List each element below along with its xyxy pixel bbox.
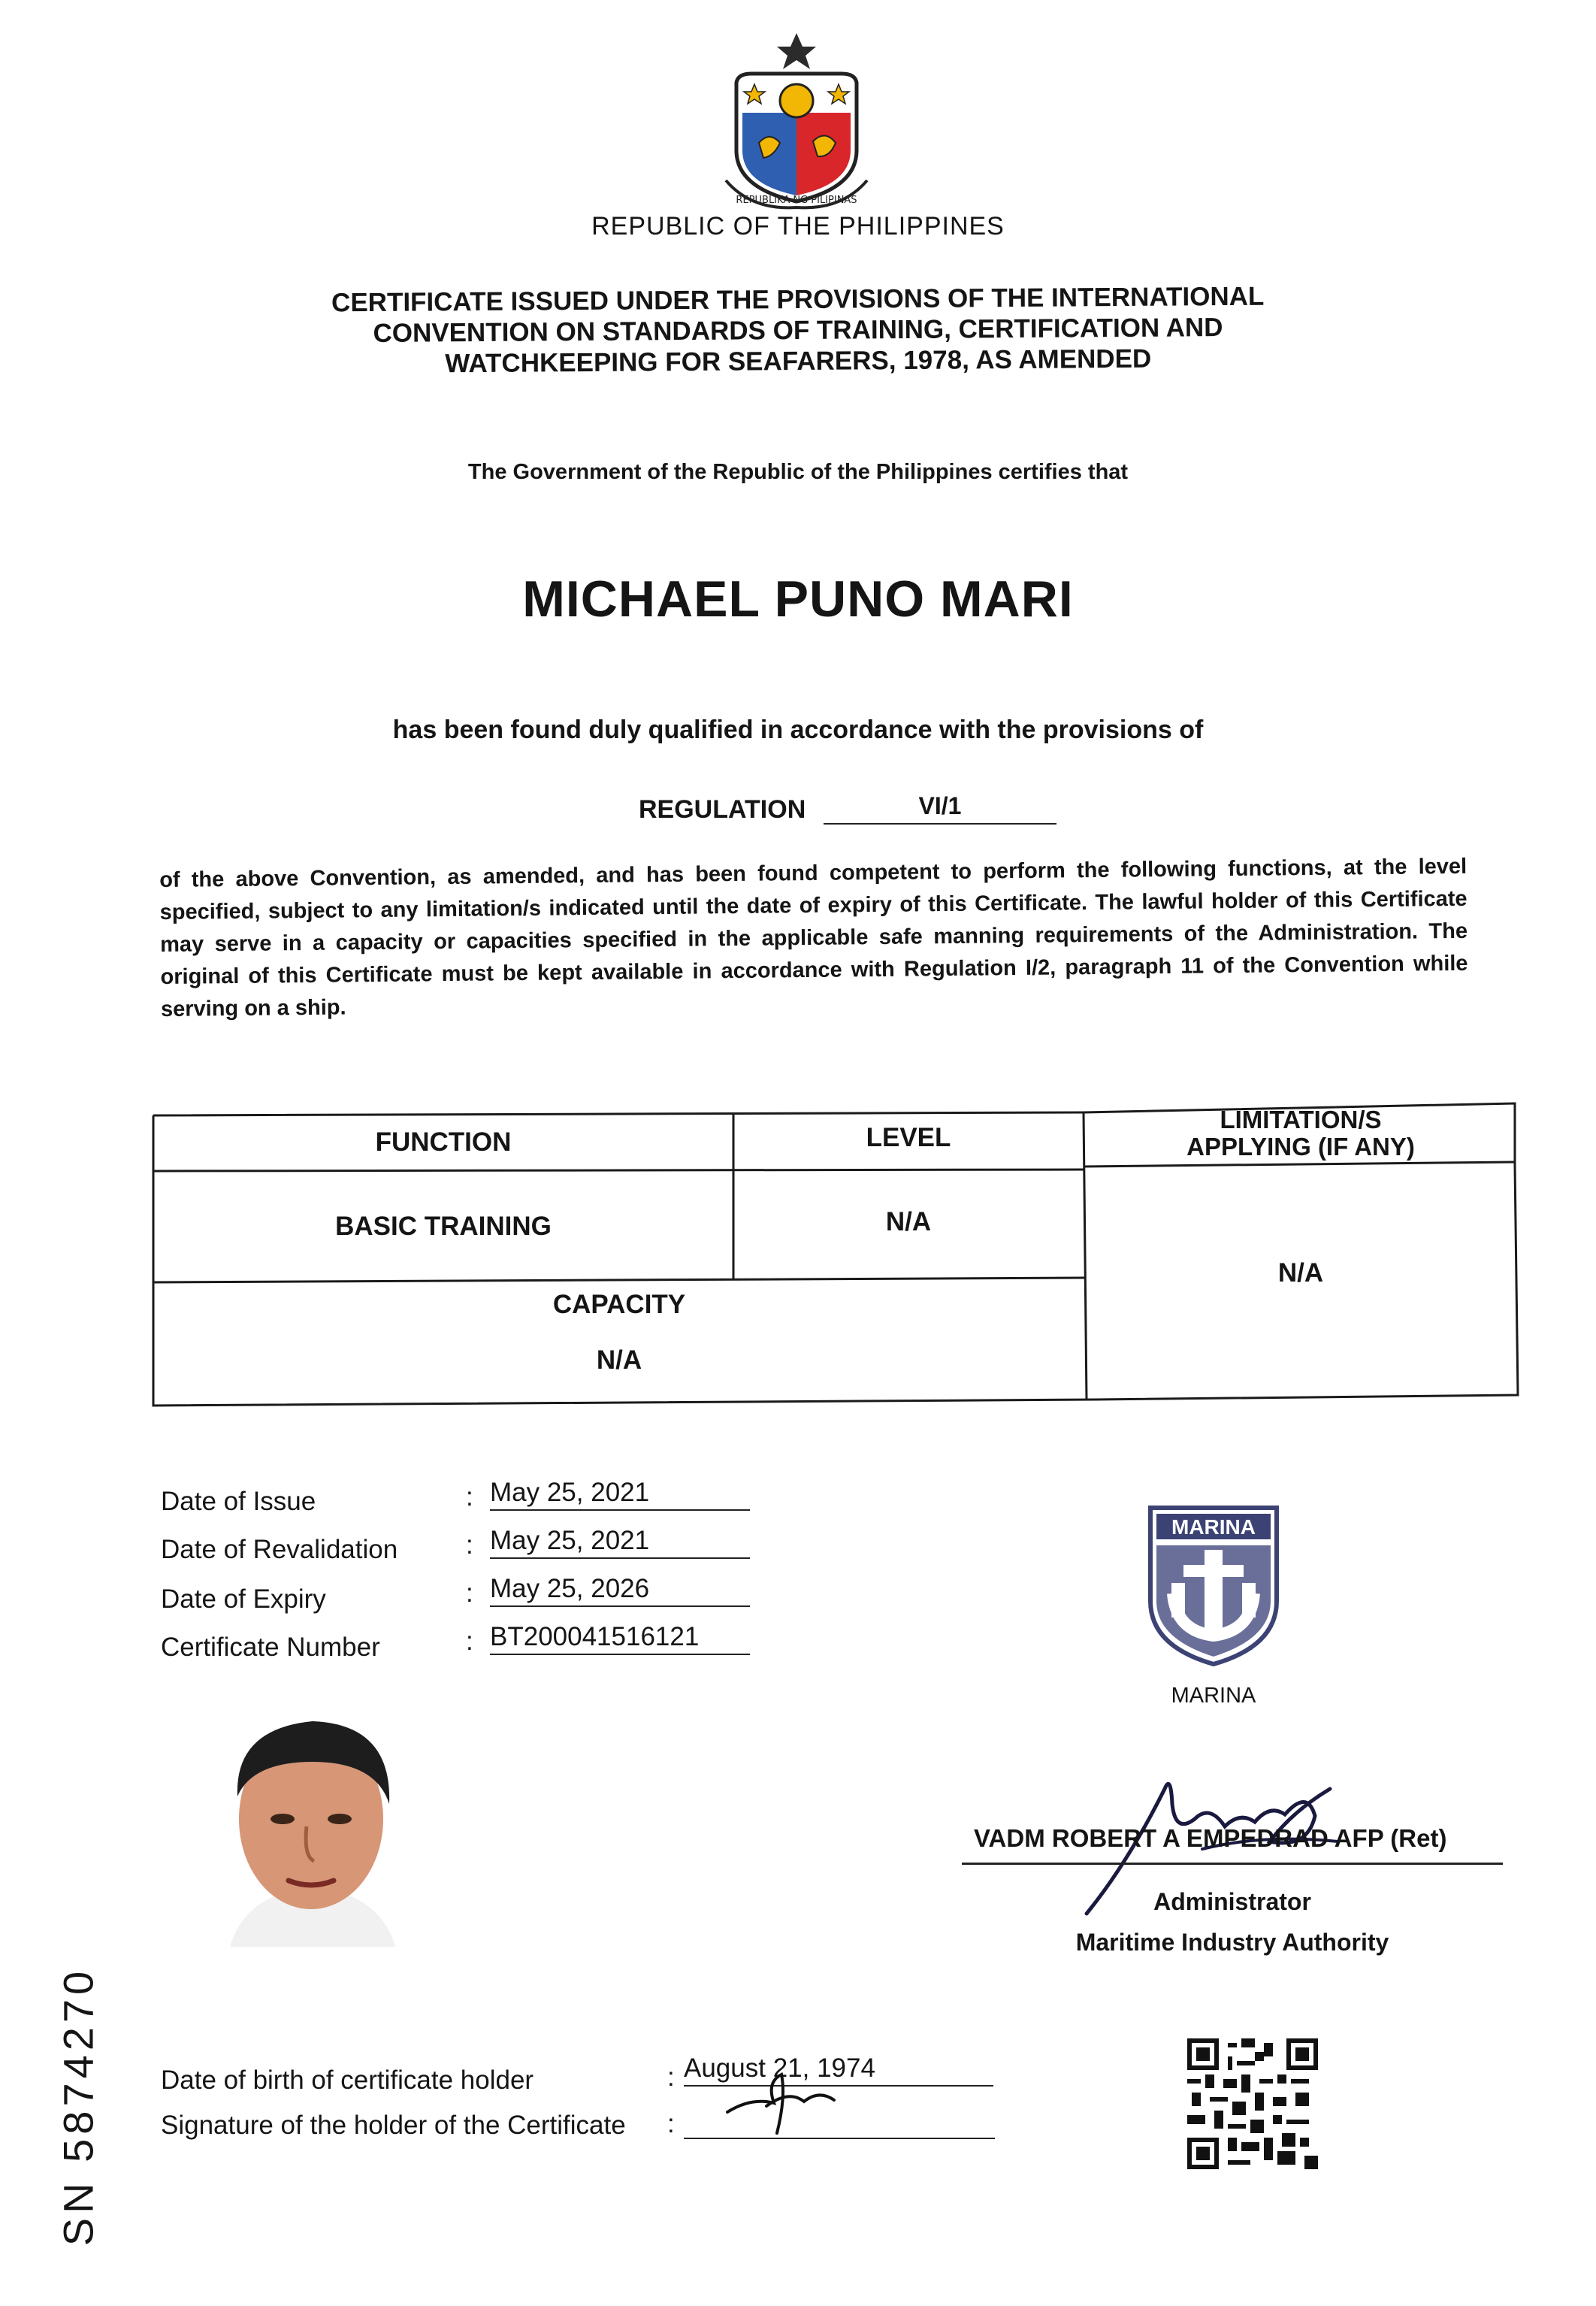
holder-signature-line: [684, 2138, 995, 2139]
limitations-header: [1087, 1106, 1515, 1161]
qualified-text: has been found duly qualified in accordance with the provisions of: [392, 716, 1204, 744]
qr-code-icon: [1187, 2038, 1318, 2169]
official-name: VADM ROBERT A EMPEDRAD AFP (Ret): [974, 1824, 1447, 1852]
marina-label: MARINA: [1171, 1684, 1256, 1708]
level-header: LEVEL: [866, 1123, 951, 1152]
heading-line-1: CERTIFICATE ISSUED UNDER THE PROVISIONS OF THE INTERNATIONAL: [331, 281, 1265, 318]
birth-date-label: Date of birth of certificate holder: [161, 2065, 534, 2095]
official-organization: Maritime Industry Authority: [1075, 1929, 1389, 1956]
limitations-header-line-1: LIMITATION/S: [1220, 1106, 1382, 1133]
colon: :: [466, 1530, 473, 1560]
serial-number: SN 5874270: [54, 1966, 102, 2247]
date-of-expiry-label: Date of Expiry: [161, 1584, 326, 1614]
holder-photo: [215, 1706, 410, 1947]
convention-paragraph: of the above Convention, as amended, and has been found competent to perform the following functions, at the level specified, subject to any limitation/s indicated until the date of expiry of this Certificate. The lawful holder of this Certificate may serve in a capacity or capacities specified in the applicable safe manning requirements of the Administration. The original of this Certificate must be kept available in accordance with Regulation I/2, paragraph 11 of the Convention while serving on a ship.: [159, 854, 1468, 1021]
colon: :: [466, 1627, 473, 1656]
holder-name: MICHAEL PUNO MARI: [522, 570, 1074, 628]
function-header: FUNCTION: [375, 1127, 512, 1157]
date-of-issue-value: May 25, 2021: [490, 1478, 750, 1511]
limitations-header-line-2: APPLYING (IF ANY): [1186, 1133, 1415, 1161]
certifies-text: The Government of the Republic of the Philippines certifies that: [467, 460, 1129, 484]
colon: :: [667, 2109, 675, 2138]
capacity-label: CAPACITY: [552, 1290, 686, 1319]
holder-signature: [721, 2067, 842, 2135]
date-of-revalidation-label: Date of Revalidation: [161, 1535, 398, 1564]
birth-date-value: August 21, 1974: [684, 2053, 993, 2087]
official-title: Administrator: [1153, 1888, 1311, 1915]
marina-logo-text: MARINA: [1171, 1515, 1256, 1539]
certificate-number-value: BT200041516121: [490, 1622, 750, 1655]
function-value: BASIC TRAINING: [335, 1212, 552, 1241]
colon: :: [466, 1482, 473, 1512]
marina-shield-icon: [1146, 1503, 1281, 1669]
date-of-revalidation-value: May 25, 2021: [490, 1526, 750, 1559]
date-of-expiry-value: May 25, 2026: [490, 1574, 750, 1607]
colon: :: [466, 1578, 473, 1608]
svg-text:REPUBLIKA NG PILIPINAS: REPUBLIKA NG PILIPINAS: [736, 195, 857, 206]
date-of-issue-label: Date of Issue: [161, 1487, 316, 1516]
country-title: REPUBLIC OF THE PHILIPPINES: [591, 212, 1005, 241]
limitations-value: N/A: [1277, 1258, 1324, 1288]
certificate-number-label: Certificate Number: [161, 1633, 380, 1662]
regulation-label: REGULATION: [639, 795, 806, 824]
level-value: N/A: [885, 1207, 932, 1236]
regulation-value: VI/1: [824, 792, 1056, 825]
colon: :: [667, 2062, 675, 2092]
heading-line-3: WATCHKEEPING FOR SEAFARERS, 1978, AS AMENDED: [445, 343, 1152, 379]
capacity-value: N/A: [596, 1345, 642, 1375]
signature-line: [962, 1863, 1503, 1865]
holder-signature-label: Signature of the holder of the Certificate: [161, 2111, 626, 2140]
heading-line-2: CONVENTION ON STANDARDS OF TRAINING, CERTIFICATION AND: [373, 313, 1223, 348]
